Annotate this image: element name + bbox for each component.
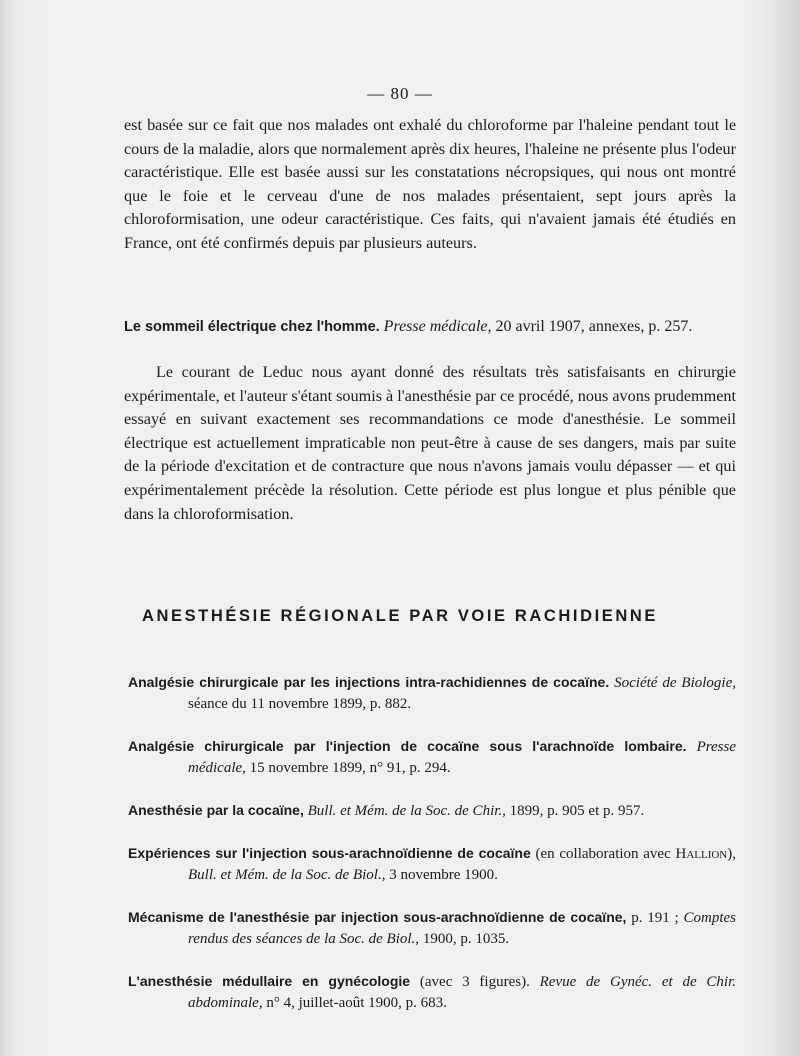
entry-title: Analgésie chirurgicale par l'injection de cocaïne sous l'arachnoïde lombaire. [128, 738, 687, 754]
bibliography-list [128, 672, 736, 1035]
reference-electric-sleep [124, 316, 736, 338]
bibliography-entry [128, 843, 736, 886]
entry-details: 15 novembre 1899, n° 91, p. 294. [245, 760, 451, 776]
entry-title: Anesthésie par la cocaïne, [128, 802, 304, 818]
reference-source: Presse médicale, [383, 318, 492, 335]
entry-title: L'anesthésie médullaire en gynécologie [128, 973, 411, 989]
entry-title: Mécanisme de l'anesthésie par injection sous-arachnoïdienne de cocaïne, [128, 909, 627, 925]
entry-collaborator: Hallion [675, 846, 728, 862]
paragraph-electric-sleep: Le courant de Leduc nous ayant donné des résultats très satisfaisants en chirurgie expérimentale, et l'auteur s'étant soumis à l'anesthésie par ce procédé, nous avons prudemment essayé en suivant exactement ses recommandations ce mode d'anesthésie. Le sommeil électrique est actuellement impraticable non peut-être à cause de ses dangers, mais par suite de la période d'excitation et de contracture que nous n'avons jamais voulu dépasser — et qui expérimentalement précède la résolution. Cette période est plus longue et plus pénible que dans la chloroformisation. [124, 363, 736, 523]
reference-title: Le sommeil électrique chez l'homme. [124, 319, 380, 335]
entry-note: p. 191 ; [626, 910, 684, 926]
entry-title: Analgésie chirurgicale par les injections intra-rachidiennes de cocaïne. [128, 674, 610, 690]
bibliography-entry [128, 800, 736, 822]
entry-details: n° 4, juillet-août 1900, p. 683. [262, 995, 447, 1011]
entry-note: (avec 3 figures). [410, 974, 540, 990]
entry-details: séance du 11 novembre 1899, p. 882. [188, 696, 412, 712]
entry-source: Bull. et Mém. de la Soc. de Biol., [188, 867, 386, 883]
entry-details: 3 novembre 1900. [385, 867, 498, 883]
entry-source: Société de Biologie, [614, 675, 736, 691]
reference-details: 20 avril 1907, annexes, p. 257. [491, 318, 693, 335]
entry-note: (en collaboration avec [530, 846, 676, 862]
entry-note-close: ), [727, 846, 736, 862]
bibliography-entry [128, 907, 736, 950]
bibliography-entry [128, 672, 736, 715]
entry-source: Presse médicale, [188, 739, 737, 776]
bibliography-entry [128, 971, 736, 1014]
paragraph-chloroform: est basée sur ce fait que nos malades ont exhalé du chloroforme par l'haleine pendant tout le cours de la maladie, alors que normalement après dix heures, l'haleine ne présente plus l'odeur caractéristique. Elle est basée aussi sur les constatations nécropsiques, qui nous ont montré que le foie et le cerveau d'une de nos malades présentaient, sept jours après la chloroformisation, une odeur caractéristique. Ces faits, qui n'avaient jamais été étudiés en France, ont été confirmés depuis par plusieurs auteurs. [124, 116, 736, 252]
entry-details: 1900, p. 1035. [419, 931, 510, 947]
entry-source: Revue de Gynéc. et de Chir. abdominale, [188, 974, 736, 1011]
entry-source: Bull. et Mém. de la Soc. de Chir., [307, 803, 506, 819]
section-heading: ANESTHÉSIE RÉGIONALE PAR VOIE RACHIDIENNE [141, 607, 659, 625]
bibliography-entry [128, 736, 736, 779]
entry-details: 1899, p. 905 et p. 957. [505, 803, 645, 819]
page-number: — 80 — [367, 84, 433, 103]
entry-source: Comptes rendus des séances de la Soc. de Biol., [188, 910, 737, 947]
entry-title: Expériences sur l'injection sous-arachnoïdienne de cocaïne [128, 845, 531, 861]
